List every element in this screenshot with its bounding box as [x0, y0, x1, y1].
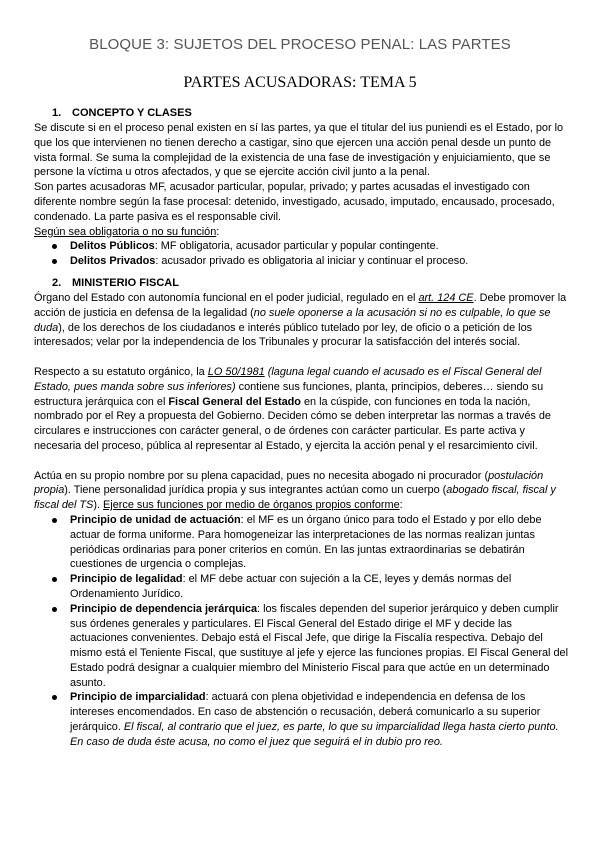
block-heading: BLOQUE 3: SUJETOS DEL PROCESO PENAL: LAS PARTES — [89, 36, 511, 53]
s2-paragraph-3: Actúa en su propio nombre por su plena capacidad, pues no necesita abogado ni procurador (postulación propia). Tiene personalidad jurídica propia y sus integrantes actúan como un cuerpo (abogado fiscal, fiscal y fiscal del TS). Ejerce sus funciones por medio de órganos propios conforme: — [34, 469, 556, 512]
list-item: Principio de unidad de actuación: el MF es un órgano único para todo el Estado y por ello debe actuar de forma uniforme. Para homogeneizar las interpretaciones de las normas realizan juntas periódicas ordinarias para poner criterios en común. En las juntas extraordinarias se debatirán cuestiones de urgencia o complejas. — [70, 513, 570, 572]
document-body — [34, 106, 570, 750]
s1-list — [34, 239, 570, 269]
s2-paragraph-1: Órgano del Estado con autonomía funcional en el poder judicial, regulado en el art. 124 CE. Debe promover la acción de justicia en defensa de la legalidad (no suele oponerse a la acusación si no es culpable, lo que se duda), de los derechos de los ciudadanos e interés público tutelado por ley, de oficio o a petición de los interesados; velar por la independencia de los Tribunales y procurar la satisfacción del interés social. — [34, 291, 567, 349]
s2-list — [34, 513, 570, 750]
s1-paragraph-1: Se discute si en el proceso penal existen en sí las partes, ya que el titular del ius puniendi es el Estado, por lo que los que intervienen no tienen derecho a castigar, sino que ejercen una acción penal desde un punto de vista formal. Se suma la complejidad de la existencia de una fase de investigación y enjuiciamiento, que se persone la víctima u otros afectados, y que se ejercite acción civil junto a la penal. — [34, 122, 564, 179]
law-link[interactable]: LO 50/1981 — [207, 365, 265, 378]
list-item: Delitos Públicos: MF obligatoria, acusador particular y popular contingente. — [70, 239, 570, 254]
list-item: Delitos Privados: acusador privado es obligatoria al iniciar y continuar el proceso. — [70, 254, 570, 269]
s1-paragraph-3: Según sea obligatoria o no su función: — [34, 225, 220, 238]
section-1-heading: 1. CONCEPTO Y CLASES — [52, 107, 192, 119]
list-item: Principio de imparcialidad: actuará con plena objetividad e independencia en defensa de los intereses encomendados. En caso de abstención o recusación, deberá comunicarlo a su superior jerárquico. El fiscal, al contrario que el juez, es parte, lo que su imparcialidad llega hasta cierto punto. En caso de duda éste acusa, no como el juez que seguirá el in dubio pro reo. — [70, 690, 570, 749]
article-link[interactable]: art. 124 CE — [418, 291, 474, 304]
list-item: Principio de dependencia jerárquica: los fiscales dependen del superior jerárquico y deben cumplir sus órdenes generales y particulares. El Fiscal General del Estado dirige el MF y decide las actuaciones convenientes. Debajo está el Fiscal Jefe, que dirige la Fiscalía respectiva. Debajo del mismo está el Teniente Fiscal, que sustituye al jefe y ejerce las funciones propias. El Fiscal General del Estado podrá designar a cualquier miembro del Ministerio Fiscal para que actúe en un determinado asunto. — [70, 602, 568, 689]
list-item: Principio de legalidad: el MF debe actuar con sujeción a la CE, leyes y demás normas del Ordenamiento Jurídico. — [70, 572, 570, 602]
s2-paragraph-2: Respecto a su estatuto orgánico, la LO 50/1981 (laguna legal cuando el acusado es el Fiscal General del Estado, pues manda sobre sus inferiores) contiene sus funciones, planta, principios, deberes… siendo su estructura jerárquica con el Fiscal General del Estado en la cúspide, con funciones en toda la nación, nombrado por el Rey a propuesta del Gobierno. Deciden cómo se deben interpretar las normas a través de circulares e instrucciones con carácter general, o de órdenes con carácter particular. Es parte activa y necesaria del proceso, pública al representar al Estado, y ejercita la acción penal y el resarcimiento civil. — [34, 365, 551, 452]
topic-heading: PARTES ACUSADORAS: TEMA 5 — [183, 74, 417, 91]
section-2-heading: 2. MINISTERIO FISCAL — [52, 276, 179, 289]
s1-paragraph-2: Son partes acusadoras MF, acusador particular, popular, privado; y partes acusadas el investigado con diferente nombre según la fase procesal: detenido, investigado, acusado, imputado, encausado, procesado, condenado. La parte pasiva es el responsable civil. — [34, 181, 555, 223]
